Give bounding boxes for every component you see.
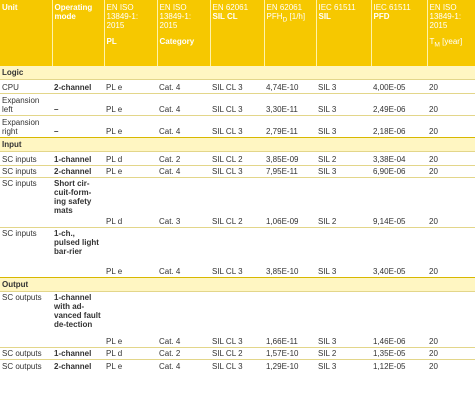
cell-category: Cat. 2 xyxy=(157,348,210,360)
cell-sil: SIL 3 xyxy=(316,228,371,278)
cell-pfd: 6,90E-06 xyxy=(371,166,427,178)
cell-sil: SIL 3 xyxy=(316,80,371,94)
cell-sil-cl: SIL CL 2 xyxy=(210,152,264,166)
cell-sil: SIL 3 xyxy=(316,116,371,138)
table-row xyxy=(0,228,475,278)
cell-unit: SC inputs xyxy=(0,166,52,178)
cell-sil: SIL 2 xyxy=(316,348,371,360)
cell-pl: PL d xyxy=(104,348,157,360)
cell-pfhd: 1,29E-10 xyxy=(264,360,316,372)
cell-category: Cat. 2 xyxy=(157,152,210,166)
cell-sil-cl: SIL CL 2 xyxy=(210,178,264,228)
cell-pfhd: 3,85E-10 xyxy=(264,228,316,278)
cell-pfd: 9,14E-05 xyxy=(371,178,427,228)
cell-sil-cl: SIL CL 3 xyxy=(210,360,264,372)
cell-pl: PL d xyxy=(104,178,157,228)
header-sil-cl: EN 62061 SIL CL xyxy=(210,0,264,66)
table-row xyxy=(0,360,475,372)
cell-tm: 20 xyxy=(427,116,475,138)
cell-unit: SC inputs xyxy=(0,228,52,278)
table-row xyxy=(0,152,475,166)
cell-sil-cl: SIL CL 3 xyxy=(210,292,264,348)
section-input: Input xyxy=(0,138,475,152)
cell-sil-cl: SIL CL 3 xyxy=(210,166,264,178)
cell-sil-cl: SIL CL 3 xyxy=(210,116,264,138)
cell-mode: Short cir-cuit-form-ing safety mats xyxy=(52,178,104,228)
cell-sil: SIL 2 xyxy=(316,178,371,228)
cell-mode: 2-channel xyxy=(52,360,104,372)
cell-tm: 20 xyxy=(427,360,475,372)
cell-unit: SC outputs xyxy=(0,360,52,372)
cell-pfd: 3,38E-04 xyxy=(371,152,427,166)
cell-pfd: 1,12E-05 xyxy=(371,360,427,372)
cell-category: Cat. 4 xyxy=(157,80,210,94)
header-pl: EN ISO 13849-1: 2015 PL xyxy=(104,0,157,66)
cell-mode: 1-channel xyxy=(52,152,104,166)
cell-pfhd: 1,06E-09 xyxy=(264,178,316,228)
cell-tm: 20 xyxy=(427,152,475,166)
cell-mode: 1-ch., pulsed light bar-rier xyxy=(52,228,104,278)
header-unit: Unit xyxy=(0,0,52,66)
cell-category: Cat. 3 xyxy=(157,178,210,228)
cell-pfhd: 3,30E-11 xyxy=(264,94,316,116)
header-sil: IEC 61511 SIL xyxy=(316,0,371,66)
table-row xyxy=(0,94,475,116)
header-pfhd: EN 62061 $PFH_D$ [1/h] xyxy=(264,0,316,66)
cell-mode: 2-channel xyxy=(52,166,104,178)
cell-pfhd: 3,85E-09 xyxy=(264,152,316,166)
cell-pl: PL d xyxy=(104,152,157,166)
cell-unit: SC inputs xyxy=(0,178,52,228)
cell-category: Cat. 4 xyxy=(157,360,210,372)
cell-pfd: 3,40E-05 xyxy=(371,228,427,278)
header-category: EN ISO 13849-1: 2015 Category xyxy=(157,0,210,66)
cell-pl: PL e xyxy=(104,116,157,138)
cell-tm: 20 xyxy=(427,166,475,178)
header-operating-mode: Operating mode xyxy=(52,0,104,66)
cell-tm: 20 xyxy=(427,348,475,360)
cell-category: Cat. 4 xyxy=(157,94,210,116)
cell-pfd: 1,35E-05 xyxy=(371,348,427,360)
cell-category: Cat. 4 xyxy=(157,166,210,178)
cell-unit: SC outputs xyxy=(0,348,52,360)
cell-category: Cat. 4 xyxy=(157,116,210,138)
cell-sil-cl: SIL CL 3 xyxy=(210,80,264,94)
cell-sil-cl: SIL CL 2 xyxy=(210,348,264,360)
cell-mode: – xyxy=(52,94,104,116)
cell-unit: SC outputs xyxy=(0,292,52,348)
cell-sil: SIL 3 xyxy=(316,360,371,372)
cell-pfhd: 1,57E-10 xyxy=(264,348,316,360)
cell-pl: PL e xyxy=(104,94,157,116)
cell-category: Cat. 4 xyxy=(157,292,210,348)
cell-unit: SC inputs xyxy=(0,152,52,166)
cell-unit: Expansion right xyxy=(0,116,52,138)
cell-mode: 2-channel xyxy=(52,80,104,94)
cell-pfhd: 1,66E-11 xyxy=(264,292,316,348)
cell-tm: 20 xyxy=(427,292,475,348)
cell-mode: 1-channel xyxy=(52,348,104,360)
section-logic: Logic xyxy=(0,66,475,80)
table-row xyxy=(0,178,475,228)
cell-pfhd: 4,74E-10 xyxy=(264,80,316,94)
cell-tm: 20 xyxy=(427,94,475,116)
table-row xyxy=(0,166,475,178)
header-tm: EN ISO 13849-1: 2015 $T_M$ [year] xyxy=(429,3,463,49)
section-output: Output xyxy=(0,278,475,292)
table-row xyxy=(0,116,475,138)
table-row xyxy=(0,292,475,348)
cell-tm: 20 xyxy=(427,80,475,94)
cell-mode: 1-channel with ad-vanced fault de-tection xyxy=(52,292,104,348)
cell-tm: 20 xyxy=(427,228,475,278)
cell-pfd: 2,49E-06 xyxy=(371,94,427,116)
cell-pl: PL e xyxy=(104,80,157,94)
cell-pfhd: 2,79E-11 xyxy=(264,116,316,138)
cell-pfd: 1,46E-06 xyxy=(371,292,427,348)
cell-sil: SIL 2 xyxy=(316,152,371,166)
cell-sil-cl: SIL CL 3 xyxy=(210,228,264,278)
header-pfd: IEC 61511 PFD xyxy=(371,0,427,66)
cell-tm: 20 xyxy=(427,178,475,228)
cell-pfhd: 7,95E-11 xyxy=(264,166,316,178)
cell-sil-cl: SIL CL 3 xyxy=(210,94,264,116)
cell-pfd: 4,00E-05 xyxy=(371,80,427,94)
cell-unit: Expansion left xyxy=(0,94,52,116)
table-header-row xyxy=(0,0,475,66)
table-row xyxy=(0,80,475,94)
cell-pl: PL e xyxy=(104,360,157,372)
cell-pfd: 2,18E-06 xyxy=(371,116,427,138)
cell-pl: PL e xyxy=(104,228,157,278)
cell-pl: PL e xyxy=(104,292,157,348)
cell-sil: SIL 3 xyxy=(316,166,371,178)
cell-pl: PL e xyxy=(104,166,157,178)
cell-category: Cat. 4 xyxy=(157,228,210,278)
cell-sil: SIL 3 xyxy=(316,94,371,116)
table-row xyxy=(0,348,475,360)
cell-sil: SIL 3 xyxy=(316,292,371,348)
cell-unit: CPU xyxy=(0,80,52,94)
cell-mode: – xyxy=(52,116,104,138)
